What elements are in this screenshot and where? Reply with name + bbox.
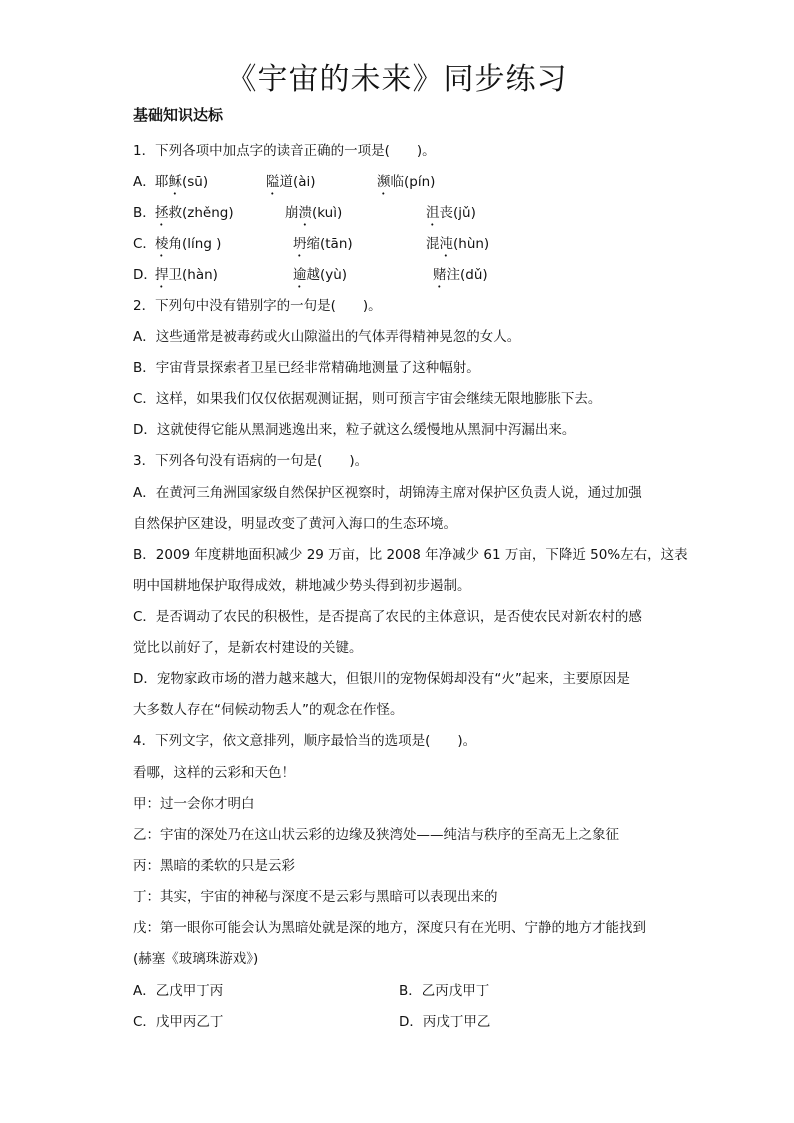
dotted-character: 隘 — [266, 174, 280, 190]
dotted-character: 濒 — [377, 174, 391, 190]
q2-option-b: B．宇宙背景探索者卫星已经非常精确地测量了这种幅射。 — [133, 360, 480, 376]
q3-line: 自然保护区建设，明显改变了黄河入海口的生态环境。 — [133, 516, 457, 532]
dotted-character: 溃 — [298, 205, 312, 221]
q4-stem: 4．下列文字，依文意排列，顺序最恰当的选项是( )。 — [133, 733, 477, 749]
q3-line: 明中国耕地保护取得成效，耕地减少势头得到初步遏制。 — [133, 578, 471, 594]
pinyin-reading: (dǔ) — [460, 267, 488, 283]
dotted-character: 赌 — [433, 267, 447, 283]
q3-line: A．在黄河三角洲国家级自然保护区视察时，胡锦涛主席对保护区负责人说，通过加强 — [133, 485, 642, 501]
pinyin-item: 捍卫(hàn) — [155, 267, 218, 283]
pinyin-reading: (ài) — [293, 174, 316, 190]
q3-line: C．是否调动了农民的积极性，是否提高了农民的主体意识，是否使农民对新农村的感 — [133, 609, 642, 625]
q3-line: D．宠物家政市场的潜力越来越大，但银川的宠物保姆却没有“火”起来，主要原因是 — [133, 671, 630, 687]
q1-stem: 1．下列各项中加点字的读音正确的一项是( )。 — [133, 143, 436, 159]
pinyin-reading: (pín) — [404, 174, 436, 190]
q3-line: 觉比以前好了，是新农村建设的关键。 — [133, 640, 363, 656]
pinyin-reading: (jǔ) — [453, 205, 476, 221]
pinyin-item: 拯救(zhěng) — [155, 205, 234, 221]
q2-stem: 2．下列句中没有错别字的一句是( )。 — [133, 298, 382, 314]
pinyin-item: 沮丧(jǔ) — [426, 205, 476, 221]
q4-source: (赫塞《玻璃珠游戏》) — [133, 951, 259, 967]
dotted-character: 拯 — [155, 205, 169, 221]
pinyin-item: 濒临(pín) — [377, 174, 436, 190]
dotted-character: 逾 — [293, 267, 307, 283]
pinyin-item: 崩溃(kuì) — [285, 205, 343, 221]
dotted-character: 沌 — [439, 236, 453, 252]
pinyin-item: 混沌(hùn) — [426, 236, 490, 252]
pinyin-reading: (yù) — [320, 267, 348, 283]
pinyin-item: 赌注(dǔ) — [433, 267, 488, 283]
q2-option-c: C．这样，如果我们仅仅依据观测证据，则可预言宇宙会继续无限地膨胀下去。 — [133, 391, 602, 407]
dotted-character: 沮 — [426, 205, 440, 221]
q4-line: 丁：其实，宇宙的神秘与深度不是云彩与黑暗可以表现出来的 — [133, 889, 498, 905]
q3-stem: 3．下列各句没有语病的一句是( )。 — [133, 453, 369, 469]
pinyin-reading: (zhěng) — [182, 205, 234, 221]
option-label: D． — [133, 267, 157, 283]
page-title: 《宇宙的未来》同步练习 — [226, 62, 568, 97]
pinyin-item: 坍缩(tān) — [293, 236, 353, 252]
pinyin-reading: (hùn) — [453, 236, 490, 252]
pinyin-reading: (kuì) — [312, 205, 343, 221]
q2-option-d: D．这就使得它能从黑洞逃逸出来，粒子就这么缓慢地从黑洞中泻漏出来。 — [133, 422, 576, 438]
pinyin-item: 棱角(líng ) — [155, 236, 222, 252]
q4-option-d: D．丙戊丁甲乙 — [399, 1014, 491, 1030]
q4-line: 甲：过一会你才明白 — [133, 796, 255, 812]
option-label: B． — [133, 205, 156, 221]
q3-line: 大多数人存在“伺候动物丢人”的观念在作怪。 — [133, 702, 404, 718]
dotted-character: 坍 — [293, 236, 307, 252]
section-heading: 基础知识达标 — [133, 106, 224, 124]
dotted-character: 稣 — [168, 174, 182, 190]
q4-line: 丙：黑暗的柔软的只是云彩 — [133, 858, 295, 874]
q2-option-a: A．这些通常是被毒药或火山隙溢出的气体弄得精神晃忽的女人。 — [133, 329, 521, 345]
pinyin-reading: (líng ) — [182, 236, 222, 252]
option-label: C． — [133, 236, 156, 252]
q4-line: 看哪，这样的云彩和天色！ — [133, 765, 295, 781]
pinyin-reading: (tān) — [320, 236, 353, 252]
q4-option-c: C．戊甲丙乙丁 — [133, 1014, 224, 1030]
q4-line: 戊：第一眼你可能会认为黑暗处就是深的地方，深度只有在光明、宁静的地方才能找到 — [133, 920, 646, 936]
q4-option-a: A．乙戊甲丁丙 — [133, 983, 224, 999]
q4-option-b: B．乙丙戊甲丁 — [399, 983, 490, 999]
option-label: A． — [133, 174, 156, 190]
pinyin-item: 耶稣(sū) — [155, 174, 209, 190]
pinyin-reading: (hàn) — [182, 267, 218, 283]
dotted-character: 棱 — [155, 236, 169, 252]
q3-line: B．2009 年度耕地面积减少 29 万亩，比 2008 年净减少 61 万亩，下降近 50%左右，这表 — [133, 547, 688, 563]
dotted-character: 捍 — [155, 267, 169, 283]
pinyin-item: 逾越(yù) — [293, 267, 348, 283]
pinyin-reading: (sū) — [182, 174, 209, 190]
pinyin-item: 隘道(ài) — [266, 174, 316, 190]
q4-line: 乙：宇宙的深处乃在这山状云彩的边缘及狭湾处——纯洁与秩序的至高无上之象征 — [133, 827, 619, 843]
